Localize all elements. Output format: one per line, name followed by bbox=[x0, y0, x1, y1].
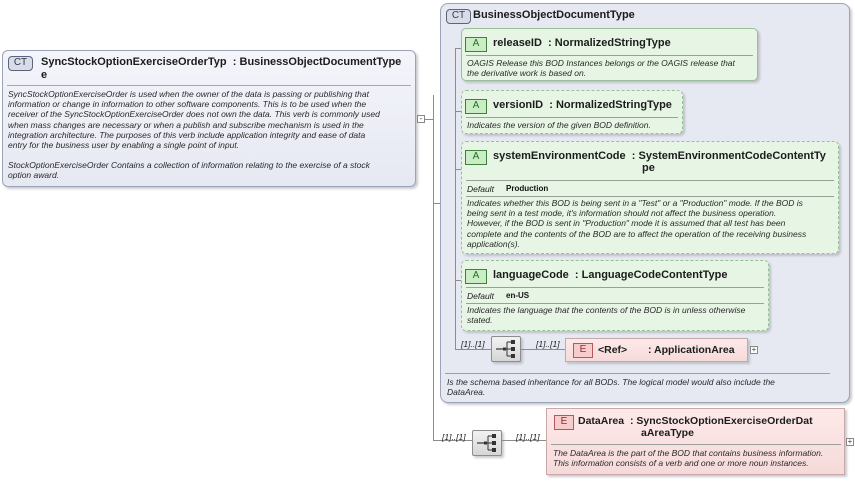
element-name: DataArea : SyncStockOptionExerciseOrderDat bbox=[578, 415, 813, 427]
sequence-icon[interactable] bbox=[491, 336, 521, 362]
attribute-type-wrap: pe bbox=[642, 162, 655, 174]
attribute-languageCode[interactable] bbox=[461, 260, 769, 331]
element-cardinality: [1]..[1] bbox=[536, 339, 560, 349]
main-type-base-text: BusinessObjectDocumentType bbox=[239, 56, 402, 68]
base-complex-type[interactable] bbox=[440, 3, 850, 403]
main-type-base: : BusinessObjectDocumentType bbox=[232, 56, 402, 68]
default-label: Default bbox=[467, 291, 494, 301]
complex-type-icon: CT bbox=[8, 56, 33, 71]
base-type-doc: Is the schema based inheritance for all BODs. The logical model would also include the DataArea. bbox=[447, 377, 775, 398]
divider bbox=[466, 55, 753, 56]
element-cardinality: [1]..[1] bbox=[516, 432, 540, 442]
default-label: Default bbox=[467, 184, 494, 194]
element-application-area[interactable] bbox=[565, 338, 748, 362]
attribute-systemEnvironmentCode[interactable] bbox=[461, 141, 839, 254]
attribute-icon: A bbox=[465, 150, 487, 165]
connector bbox=[521, 349, 565, 350]
divider bbox=[7, 85, 411, 86]
divider bbox=[466, 117, 678, 118]
connector bbox=[433, 95, 434, 440]
default-value: en-US bbox=[506, 291, 530, 300]
sequence-glyph bbox=[473, 431, 501, 455]
divider bbox=[466, 196, 834, 197]
attribute-doc: Indicates whether this BOD is being sent in a "Test" or a "Production" mode. If the BOD is being sent in a test mode, it's information should not affect the business operation. However, if the BOD is sent in "Production" mode it is assumed that all test has been complete and the contents of the BOD are to affect the operation of the receiving business application(s). bbox=[467, 198, 807, 249]
attribute-name: systemEnvironmentCode : SystemEnvironmentCodeContentTy bbox=[493, 150, 826, 162]
sequence-icon[interactable] bbox=[472, 430, 502, 456]
sequence-cardinality: [1]..[1] bbox=[461, 339, 485, 349]
main-type-name bbox=[41, 56, 401, 68]
complex-type-icon: CT bbox=[446, 9, 471, 24]
divider bbox=[551, 444, 841, 445]
attribute-doc: OAGIS Release this BOD Instances belongs or the OAGIS release that the derivative work is based on. bbox=[467, 58, 735, 79]
element-icon: E bbox=[554, 415, 574, 430]
element-type-wrap: aAreaType bbox=[641, 427, 694, 439]
main-type-name-text: SyncStockOptionExerciseOrderTyp bbox=[41, 56, 227, 68]
element-data-area[interactable] bbox=[546, 408, 845, 475]
attribute-doc: Indicates the language that the contents of the BOD is in unless otherwise stated. bbox=[467, 305, 746, 326]
attribute-doc: Indicates the version of the given BOD definition. bbox=[467, 120, 651, 130]
element-doc: The DataArea is the part of the BOD that contains business information. This information consists of a verb and one or more noun instances. bbox=[553, 448, 824, 469]
main-type-doc: SyncStockOptionExerciseOrder is used when the owner of the data is passing or publishing that information or change in information to other software components. This is to be used when the receiver of the SyncStockOptionExerciseOrder does not own the data. This verb is commonly used when mass changes are necessary or when a publish and subscribe mechanism is used in the integration architecture. The purposes of this verb include application integrity and ease of data entry for the business user by enabling a single point of input. StockOptionExerciseOrder Contains a collection of information relating to the exercise of a stock option award. bbox=[8, 89, 380, 181]
divider bbox=[466, 303, 764, 304]
attribute-icon: A bbox=[465, 99, 487, 114]
collapse-icon[interactable]: - bbox=[417, 115, 425, 123]
divider bbox=[466, 180, 834, 181]
main-complex-type[interactable] bbox=[2, 50, 416, 187]
main-type-name-wrap: e bbox=[41, 69, 48, 81]
attribute-name: releaseID : NormalizedStringType bbox=[493, 37, 671, 49]
divider bbox=[445, 373, 830, 374]
divider bbox=[466, 287, 764, 288]
attribute-name: languageCode : LanguageCodeContentType bbox=[493, 269, 728, 281]
connector bbox=[425, 119, 433, 120]
connector bbox=[455, 349, 491, 350]
attribute-icon: A bbox=[465, 269, 487, 284]
element-icon: E bbox=[573, 343, 593, 358]
default-value: Production bbox=[506, 184, 549, 193]
expand-icon[interactable]: + bbox=[751, 345, 757, 354]
connector bbox=[455, 48, 456, 350]
base-type-name: BusinessObjectDocumentType bbox=[473, 9, 635, 21]
attribute-icon: A bbox=[465, 37, 487, 52]
element-ref: <Ref> bbox=[598, 344, 628, 356]
sequence-cardinality: [1]..[1] bbox=[442, 432, 466, 442]
element-name: : ApplicationArea bbox=[648, 344, 735, 356]
sequence-glyph bbox=[492, 337, 520, 361]
attribute-versionID[interactable] bbox=[461, 90, 683, 134]
expand-icon[interactable]: + bbox=[847, 437, 853, 446]
attribute-name: versionID : NormalizedStringType bbox=[493, 99, 672, 111]
attribute-releaseID[interactable] bbox=[461, 28, 758, 81]
